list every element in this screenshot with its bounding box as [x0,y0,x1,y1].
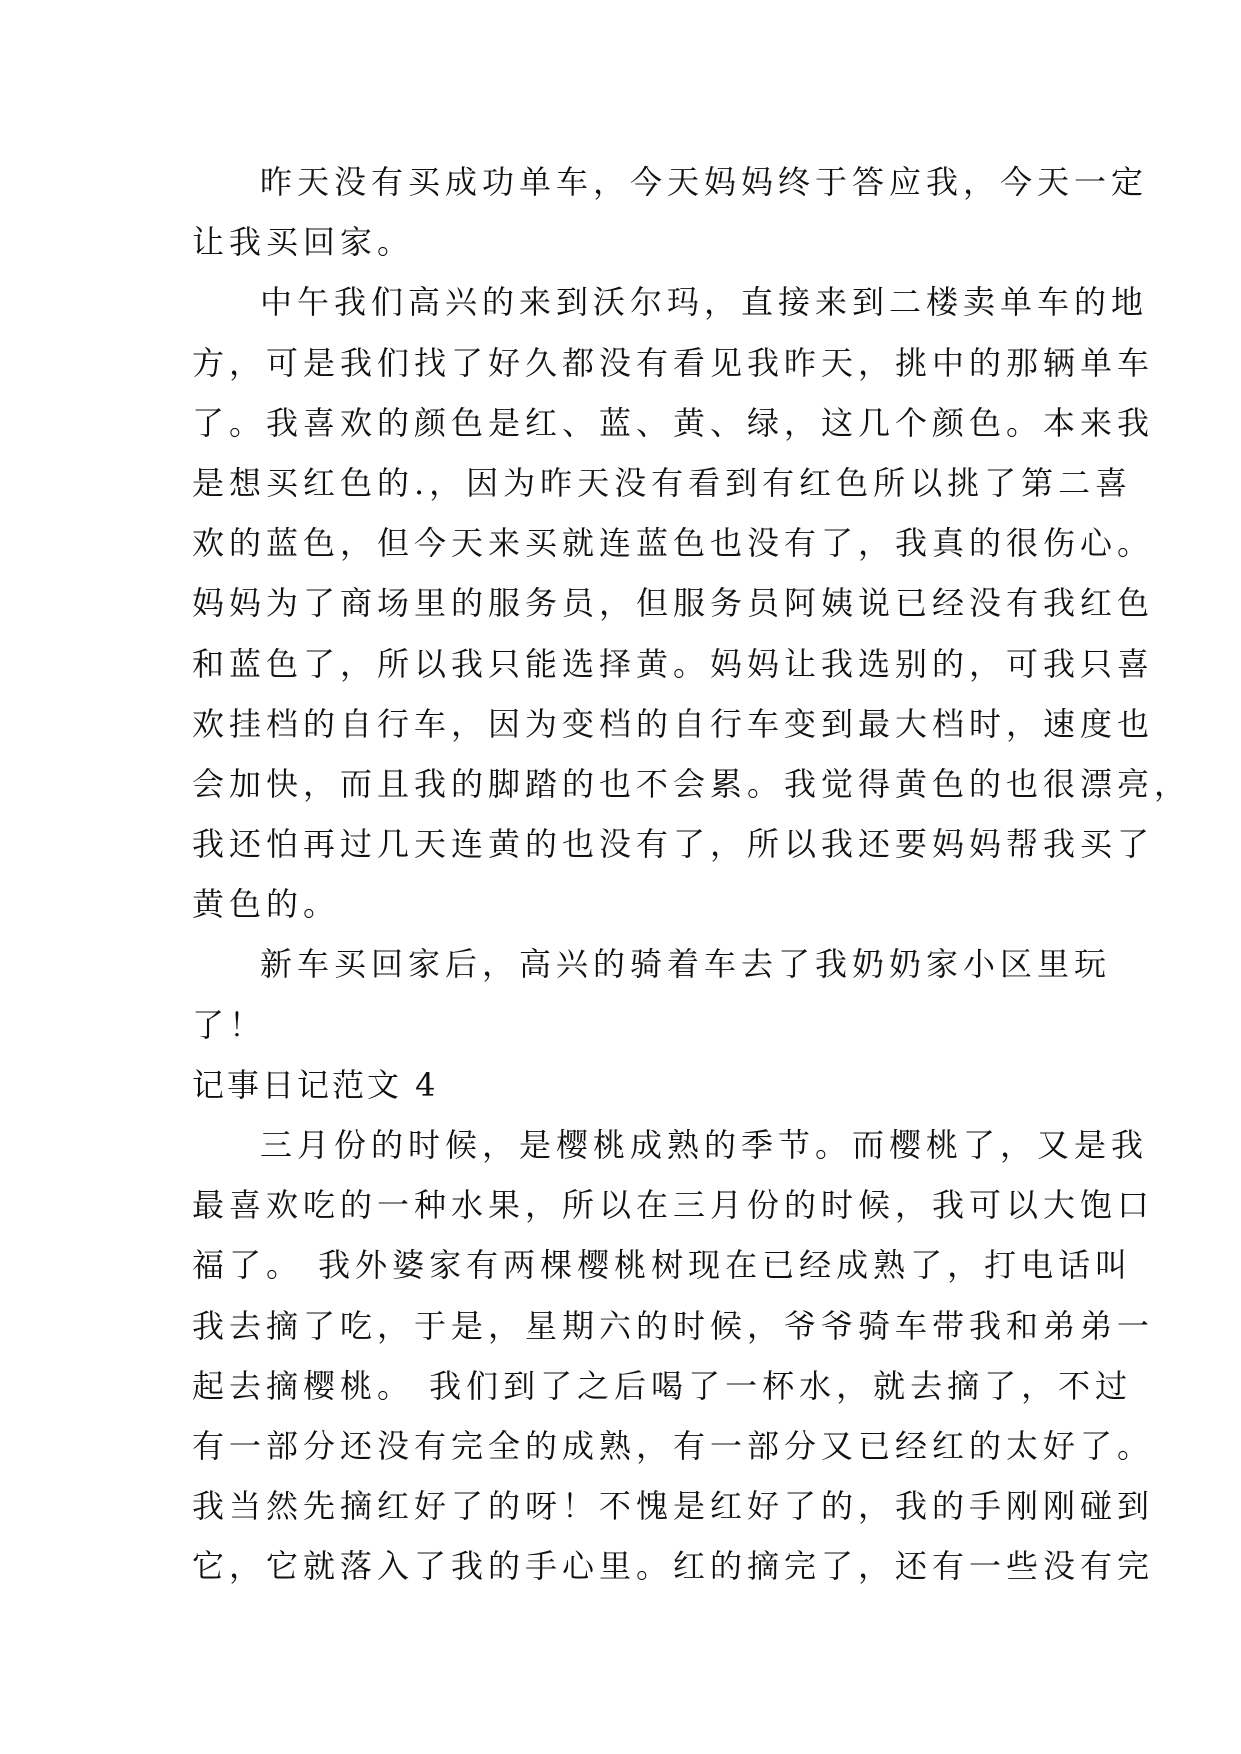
paragraph-line: 了。我喜欢的颜色是红、蓝、黄、绿，这几个颜色。本来我 [192,403,1155,442]
paragraph-line: 新车买回家后，高兴的骑着车去了我奶奶家小区里玩 [260,945,1112,984]
paragraph-line: 方，可是我们找了好久都没有看见我昨天，挑中的那辆单车 [192,343,1155,382]
paragraph-line: 和蓝色了，所以我只能选择黄。妈妈让我选别的，可我只喜 [192,644,1155,683]
paragraph-line: 最喜欢吃的一种水果，所以在三月份的时候，我可以大饱口 [192,1186,1155,1225]
document-body [192,152,1192,1597]
paragraph-line: 我当然先摘红好了的呀！不愧是红好了的，我的手刚刚碰到 [192,1487,1155,1526]
paragraph-line: 有一部分还没有完全的成熟，有一部分又已经红的太好了。 [192,1426,1155,1465]
paragraph-line: 三月份的时候，是樱桃成熟的季节。而樱桃了，又是我 [260,1126,1149,1164]
paragraph-line: 起去摘樱桃。 我们到了之后喝了一杯水，就去摘了，不过 [192,1366,1133,1405]
paragraph-line: 昨天没有买成功单车，今天妈妈终于答应我，今天一定 [260,163,1149,201]
paragraph-line: 中午我们高兴的来到沃尔玛，直接来到二楼卖单车的地 [260,283,1149,322]
paragraph-line: 了！ [192,1005,267,1044]
paragraph-line: 让我买回家。 [192,223,415,262]
paragraph-line: 我还怕再过几天连黄的也没有了，所以我还要妈妈帮我买了 [192,825,1155,864]
paragraph-line: 欢挂档的自行车，因为变档的自行车变到最大档时，速度也 [192,704,1155,743]
paragraph-line: 是想买红色的.，因为昨天没有看到有红色所以挑了第二喜 [192,463,1133,502]
paragraph-line: 妈妈为了商场里的服务员，但服务员阿姨说已经没有我红色 [192,584,1155,623]
paragraph-line: 黄色的。 [192,885,341,924]
paragraph-line: 欢的蓝色，但今天来买就连蓝色也没有了，我真的很伤心。 [192,524,1155,563]
section-heading: 记事日记范文 4 [192,1065,439,1104]
paragraph-line: 会加快，而且我的脚踏的也不会累。我觉得黄色的也很漂亮， [192,764,1192,803]
paragraph-line: 它，它就落入了我的手心里。红的摘完了，还有一些没有完 [192,1547,1155,1586]
paragraph-line: 福了。 我外婆家有两棵樱桃树现在已经成熟了，打电话叫 [192,1246,1133,1285]
paragraph-line: 我去摘了吃，于是，星期六的时候，爷爷骑车带我和弟弟一 [192,1306,1155,1345]
